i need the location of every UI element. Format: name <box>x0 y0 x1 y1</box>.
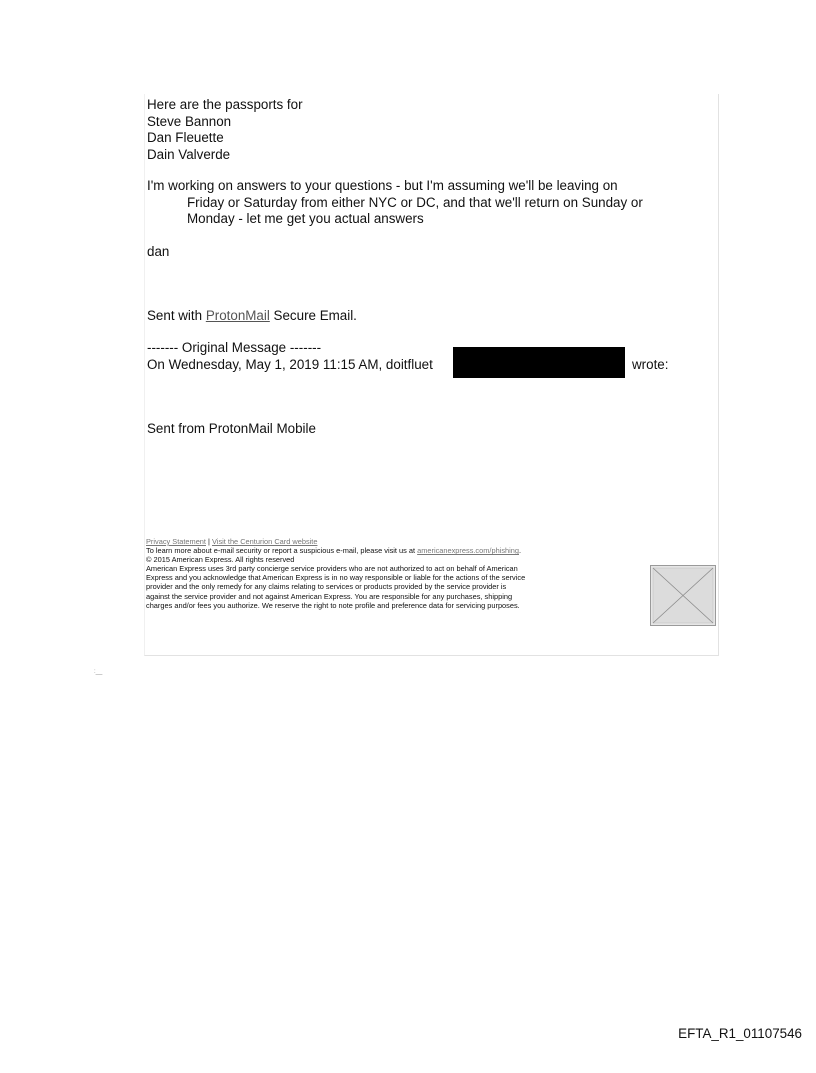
original-message-header-prefix: On Wednesday, May 1, 2019 11:15 AM, doitfluet <box>147 356 433 372</box>
redaction-bar <box>453 347 625 378</box>
sent-with-line <box>147 308 357 325</box>
phishing-link[interactable]: americanexpress.com/phishing <box>417 546 519 556</box>
passport-name: Steve Bannon <box>147 113 232 129</box>
email-intro-block <box>147 97 303 163</box>
passport-name: Dan Fleuette <box>147 130 224 145</box>
copyright: © 2015 American Express. All rights reserved <box>146 555 295 565</box>
email-paragraph <box>147 178 643 228</box>
original-message-header-suffix: wrote: <box>632 357 669 372</box>
sent-with-suffix: Secure Email. <box>269 308 357 323</box>
passport-name: Dain Valverde <box>147 146 231 162</box>
security-notice-text: To learn more about e-mail security or report a suspicious e-mail, please visit us at <box>146 546 418 556</box>
paragraph-line: Friday or Saturday from either NYC or DC, and that we'll return on Sunday or <box>187 194 643 210</box>
security-notice-suffix: . <box>518 546 522 556</box>
protonmail-link[interactable]: ProtonMail <box>205 308 270 323</box>
disclaimer-line: provider and the only remedy for any claims relating to services or products provided by the service provider is <box>146 582 507 592</box>
email-signature: dan <box>147 244 170 259</box>
broken-image-icon <box>650 565 716 626</box>
original-message-block <box>147 340 433 373</box>
privacy-statement-link[interactable]: Privacy Statement <box>146 537 206 546</box>
disclaimer-line: against the service provider and not against American Express. You are responsible for any purchases, shipping <box>146 591 513 601</box>
disclaimer-line: American Express uses 3rd party concierge service providers who are not authorized to act on behalf of American <box>146 564 518 574</box>
paragraph-line: I'm working on answers to your questions - but I'm assuming we'll be leaving on <box>147 178 618 193</box>
footer-link-separator: | <box>205 537 213 546</box>
disclaimer-line: charges and/or fees you authorize. We reserve the right to note profile and preference data for servicing purposes. <box>146 600 520 610</box>
document-id: EFTA_R1_01107546 <box>678 1026 802 1041</box>
footer-links <box>146 537 646 546</box>
scan-artifact: :__ <box>94 669 103 675</box>
centurion-card-link[interactable]: Visit the Centurion Card website <box>212 537 318 546</box>
original-message-separator: ------- Original Message ------- <box>147 340 322 355</box>
amex-footer <box>146 537 646 610</box>
email-intro: Here are the passports for <box>147 97 303 112</box>
mobile-signature: Sent from ProtonMail Mobile <box>147 421 316 436</box>
paragraph-line: Monday - let me get you actual answers <box>187 211 424 226</box>
sent-with-prefix: Sent with <box>147 308 206 323</box>
disclaimer-line: Express and you acknowledge that American Express is in no way responsible or liable for the actions of the service <box>146 573 526 583</box>
security-notice <box>146 546 646 555</box>
original-message-header <box>147 357 433 374</box>
